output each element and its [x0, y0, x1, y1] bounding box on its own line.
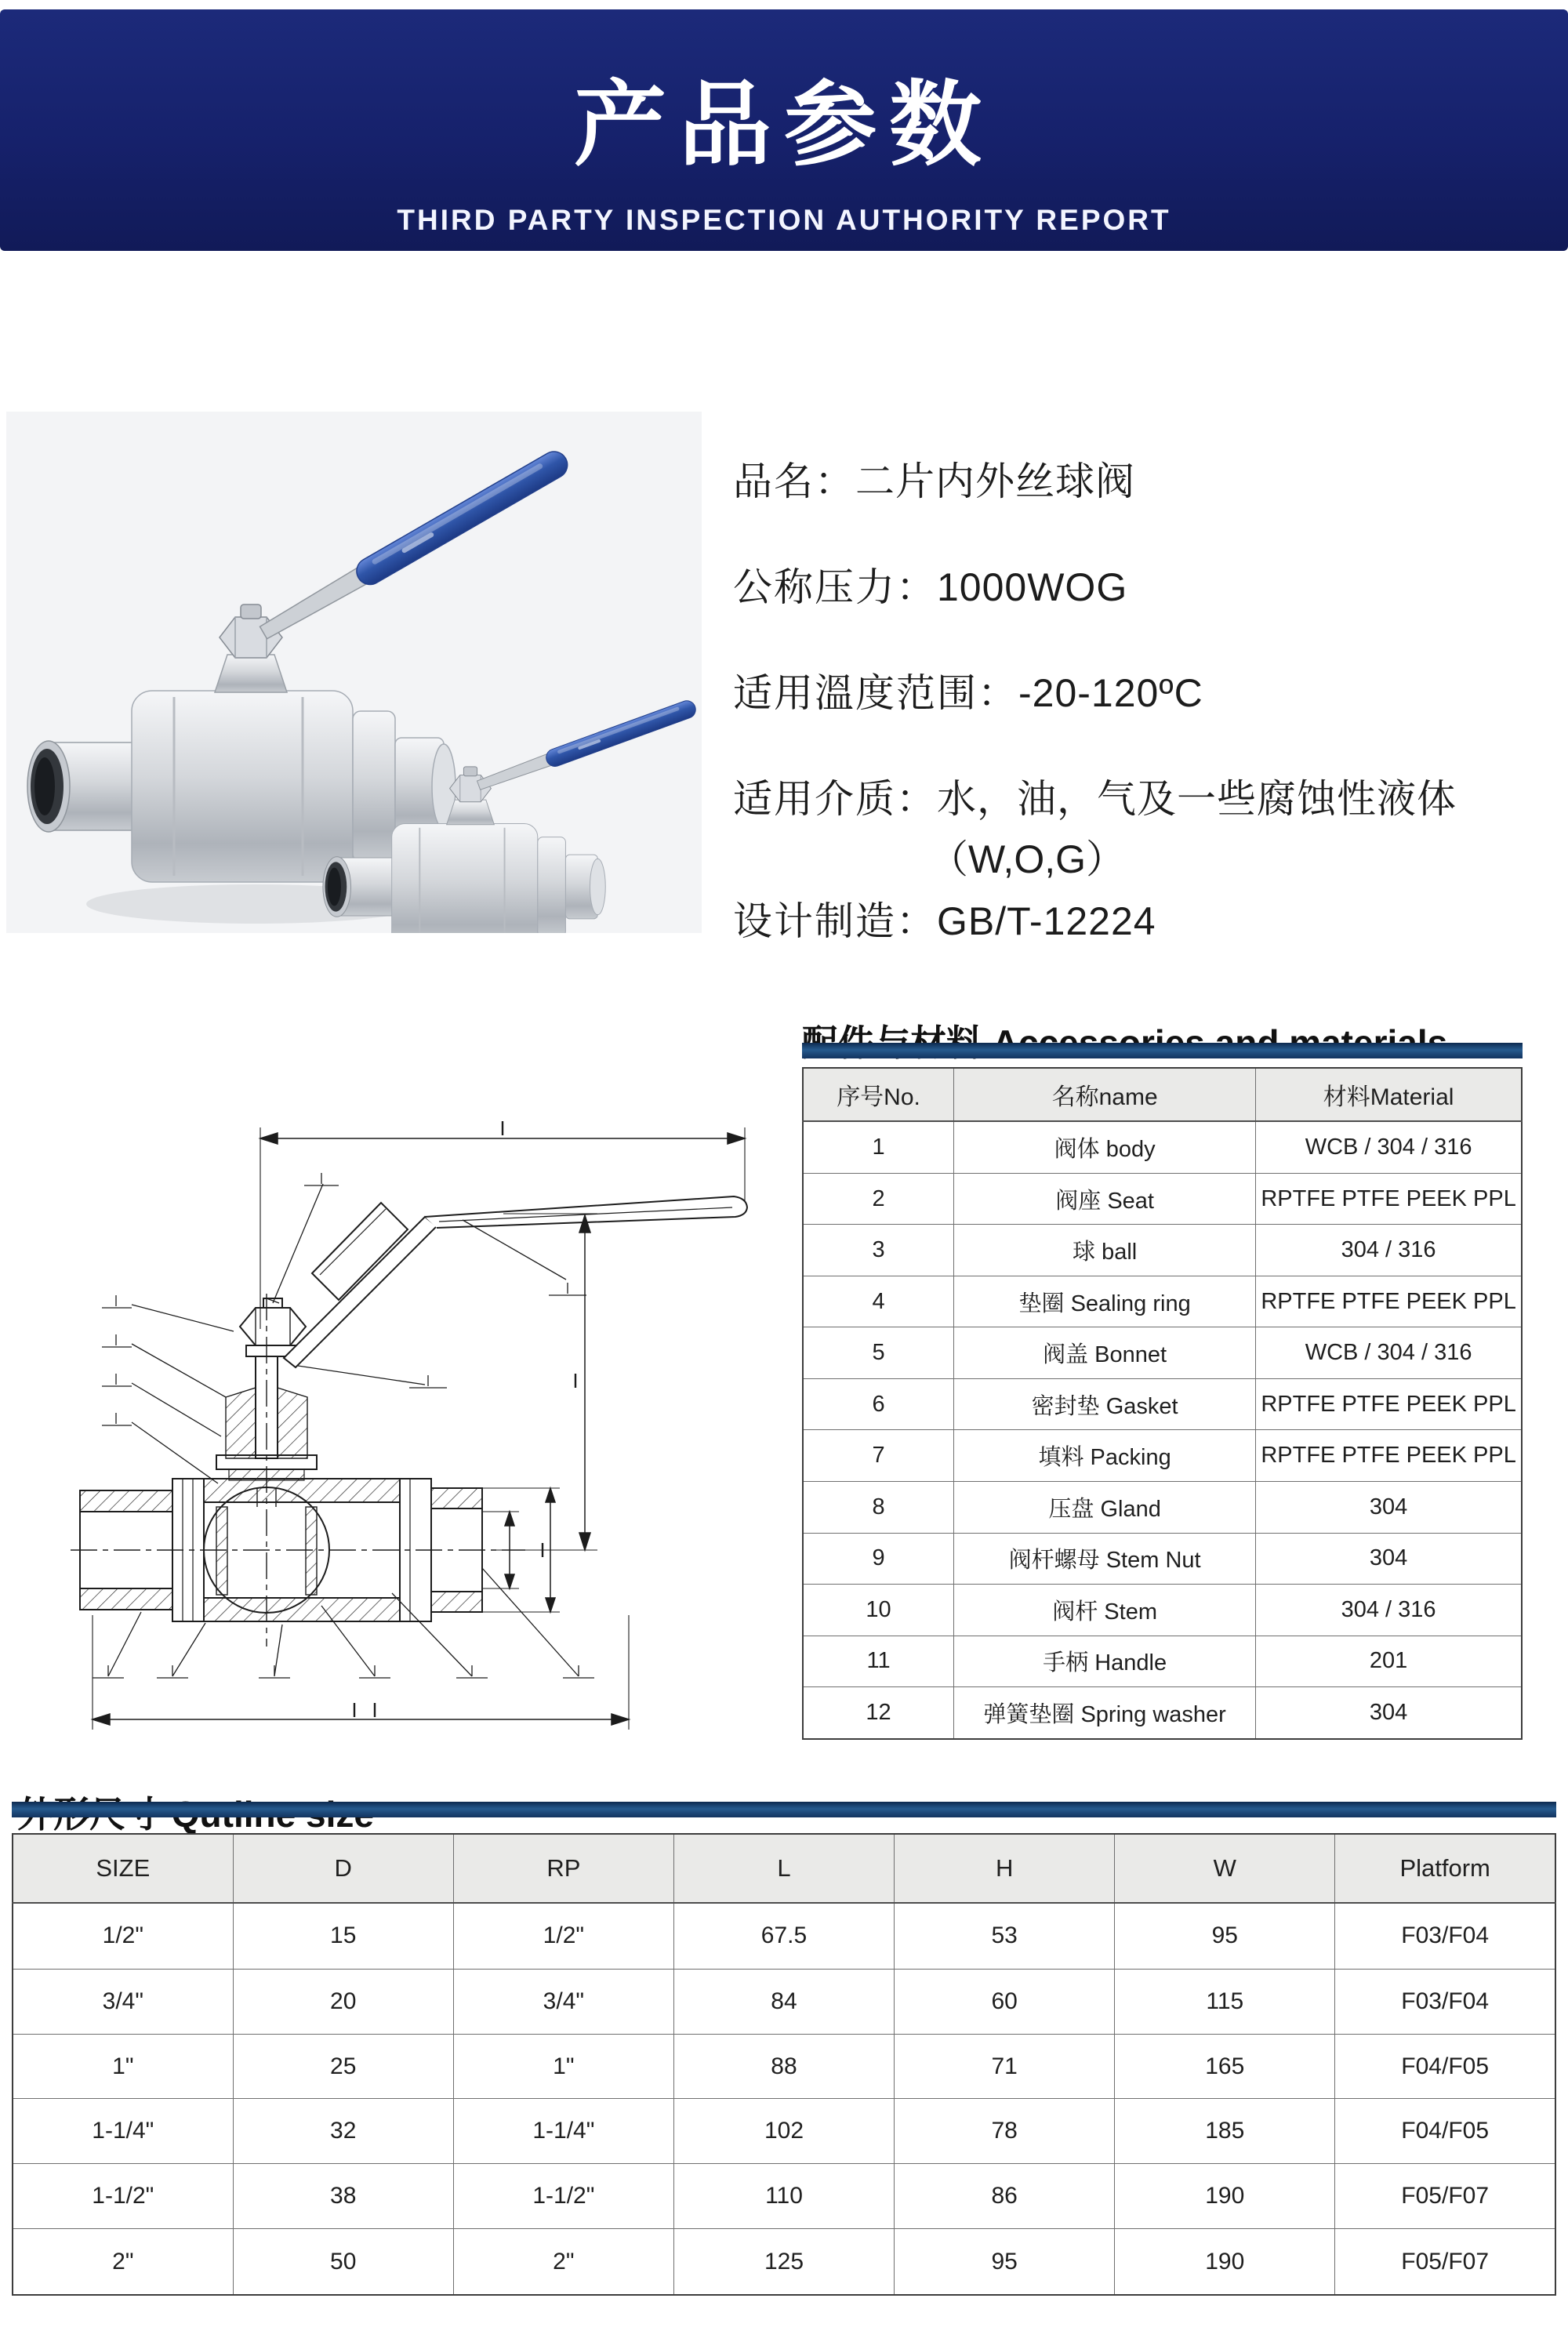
table-row [13, 2034, 1555, 2099]
outline-cell: 1/2" [453, 1903, 673, 1969]
accessories-cell: 手柄 Handle [954, 1636, 1256, 1687]
spec-standard: 设计制造：GB/T-12224 [733, 899, 1156, 943]
outline-divider-bar [12, 1802, 1556, 1817]
accessories-cell: 弹簧垫圈 Spring washer [954, 1687, 1256, 1739]
outline-cell: 1" [13, 2034, 233, 2099]
outline-cell: 95 [1115, 1903, 1335, 1969]
accessories-cell: 304 [1256, 1533, 1522, 1585]
outline-cell: 3/4" [13, 1969, 233, 2034]
outline-cell: 125 [673, 2229, 894, 2295]
accessories-cell: 10 [803, 1585, 954, 1636]
accessories-col-header: 材料Material [1256, 1068, 1522, 1121]
table-row [13, 2099, 1555, 2164]
table-row [803, 1225, 1522, 1276]
outline-cell: 1-1/2" [453, 2164, 673, 2229]
outline-col-header: SIZE [13, 1834, 233, 1903]
outline-col-header: Platform [1335, 1834, 1555, 1903]
accessories-cell: RPTFE PTFE PEEK PPL [1256, 1173, 1522, 1225]
accessories-cell: 304 [1256, 1687, 1522, 1739]
outline-col-header: D [233, 1834, 453, 1903]
outline-col-header: W [1115, 1834, 1335, 1903]
table-row [803, 1276, 1522, 1327]
outline-cell: 1-1/2" [13, 2164, 233, 2229]
table-row [13, 1969, 1555, 2034]
outline-cell: 60 [895, 1969, 1115, 2034]
accessories-cell: 12 [803, 1687, 954, 1739]
accessories-cell: 201 [1256, 1636, 1522, 1687]
accessories-cell: 304 / 316 [1256, 1225, 1522, 1276]
accessories-cell: 7 [803, 1430, 954, 1482]
table-row [803, 1636, 1522, 1687]
table-row [13, 2229, 1555, 2295]
accessories-cell: 3 [803, 1225, 954, 1276]
outline-cell: 102 [673, 2099, 894, 2164]
page-title: 产品参数 [573, 74, 994, 177]
outline-cell: 84 [673, 1969, 894, 2034]
accessories-cell: 9 [803, 1533, 954, 1585]
accessories-cell: 密封垫 Gasket [954, 1378, 1256, 1430]
outline-cell: 190 [1115, 2229, 1335, 2295]
outline-cell: F03/F04 [1335, 1903, 1555, 1969]
outline-cell: 86 [895, 2164, 1115, 2229]
banner [0, 9, 1568, 251]
outline-cell: F05/F07 [1335, 2229, 1555, 2295]
accessories-col-header: 序号No. [803, 1068, 954, 1121]
outline-cell: F04/F05 [1335, 2099, 1555, 2164]
table-row [13, 1903, 1555, 1969]
spec-temperature: 适用溫度范围：-20-120ºC [733, 671, 1203, 715]
outline-cell: 2" [453, 2229, 673, 2295]
accessories-title [802, 1015, 1447, 1066]
accessories-cell: 填料 Packing [954, 1430, 1256, 1482]
accessories-cell: WCB / 304 / 316 [1256, 1121, 1522, 1173]
outline-col-header: RP [453, 1834, 673, 1903]
accessories-cell: 6 [803, 1378, 954, 1430]
accessories-cell: 11 [803, 1636, 954, 1687]
outline-cell: 32 [233, 2099, 453, 2164]
accessories-cell: RPTFE PTFE PEEK PPL [1256, 1378, 1522, 1430]
product-specs [733, 459, 1560, 1004]
spec-name: 品名：二片内外丝球阀 [733, 459, 1135, 503]
accessories-divider-bar [802, 1043, 1523, 1058]
accessories-cell: 1 [803, 1121, 954, 1173]
outline-col-header: L [673, 1834, 894, 1903]
accessories-col-header: 名称name [954, 1068, 1256, 1121]
outline-cell: 165 [1115, 2034, 1335, 2099]
technical-drawing [24, 1019, 800, 1737]
table-row [13, 2164, 1555, 2229]
accessories-cell: 4 [803, 1276, 954, 1327]
table-row [803, 1585, 1522, 1636]
outline-cell: 88 [673, 2034, 894, 2099]
ball-valves-photo-illustration [6, 412, 702, 933]
outline-cell: F04/F05 [1335, 2034, 1555, 2099]
table-row [803, 1430, 1522, 1482]
accessories-cell: 阀座 Seat [954, 1173, 1256, 1225]
accessories-cell: 5 [803, 1327, 954, 1379]
spec-pressure: 公称压力：1000WOG [733, 565, 1128, 609]
accessories-cell: 阀杆螺母 Stem Nut [954, 1533, 1256, 1585]
outline-cell: 95 [895, 2229, 1115, 2295]
accessories-cell: 2 [803, 1173, 954, 1225]
outline-cell: 3/4" [453, 1969, 673, 2034]
outline-cell: 15 [233, 1903, 453, 1969]
page-subtitle: THIRD PARTY INSPECTION AUTHORITY REPORT [397, 204, 1171, 236]
spec-medium: 适用介质：水，油，气及一些腐蚀性液体 [733, 777, 1457, 821]
table-row [803, 1533, 1522, 1585]
outline-cell: 50 [233, 2229, 453, 2295]
outline-cell: 20 [233, 1969, 453, 2034]
accessories-cell: 8 [803, 1482, 954, 1534]
accessories-cell: 垫圈 Sealing ring [954, 1276, 1256, 1327]
outline-cell: 185 [1115, 2099, 1335, 2164]
accessories-cell: 压盘 Gland [954, 1482, 1256, 1534]
outline-cell: 71 [895, 2034, 1115, 2099]
outline-cell: 110 [673, 2164, 894, 2229]
outline-cell: 1-1/4" [13, 2099, 233, 2164]
table-row [803, 1173, 1522, 1225]
spec-medium-continuation: （W,O,G） [929, 837, 1125, 881]
outline-cell: 2" [13, 2229, 233, 2295]
accessories-cell: 阀盖 Bonnet [954, 1327, 1256, 1379]
outline-cell: F03/F04 [1335, 1969, 1555, 2034]
table-row [803, 1378, 1522, 1430]
outline-cell: 1" [453, 2034, 673, 2099]
outline-cell: 115 [1115, 1969, 1335, 2034]
valve-cross-section-drawing [24, 1019, 800, 1737]
outline-cell: 67.5 [673, 1903, 894, 1969]
outline-cell: 38 [233, 2164, 453, 2229]
accessories-cell: 球 ball [954, 1225, 1256, 1276]
outline-cell: F05/F07 [1335, 2164, 1555, 2229]
product-photo [6, 412, 702, 933]
table-row [803, 1327, 1522, 1379]
outline-col-header: H [895, 1834, 1115, 1903]
accessories-table [802, 1067, 1523, 1740]
outline-cell: 25 [233, 2034, 453, 2099]
outline-cell: 53 [895, 1903, 1115, 1969]
accessories-cell: 304 [1256, 1482, 1522, 1534]
accessories-cell: RPTFE PTFE PEEK PPL [1256, 1430, 1522, 1482]
accessories-cell: 阀杆 Stem [954, 1585, 1256, 1636]
outline-cell: 1/2" [13, 1903, 233, 1969]
outline-cell: 78 [895, 2099, 1115, 2164]
accessories-cell: 304 / 316 [1256, 1585, 1522, 1636]
accessories-cell: RPTFE PTFE PEEK PPL [1256, 1276, 1522, 1327]
table-row [803, 1121, 1522, 1173]
table-row [803, 1687, 1522, 1739]
outline-cell: 1-1/4" [453, 2099, 673, 2164]
outline-size-table [12, 1833, 1556, 2296]
outline-cell: 190 [1115, 2164, 1335, 2229]
accessories-cell: WCB / 304 / 316 [1256, 1327, 1522, 1379]
table-row [803, 1482, 1522, 1534]
accessories-cell: 阀体 body [954, 1121, 1256, 1173]
